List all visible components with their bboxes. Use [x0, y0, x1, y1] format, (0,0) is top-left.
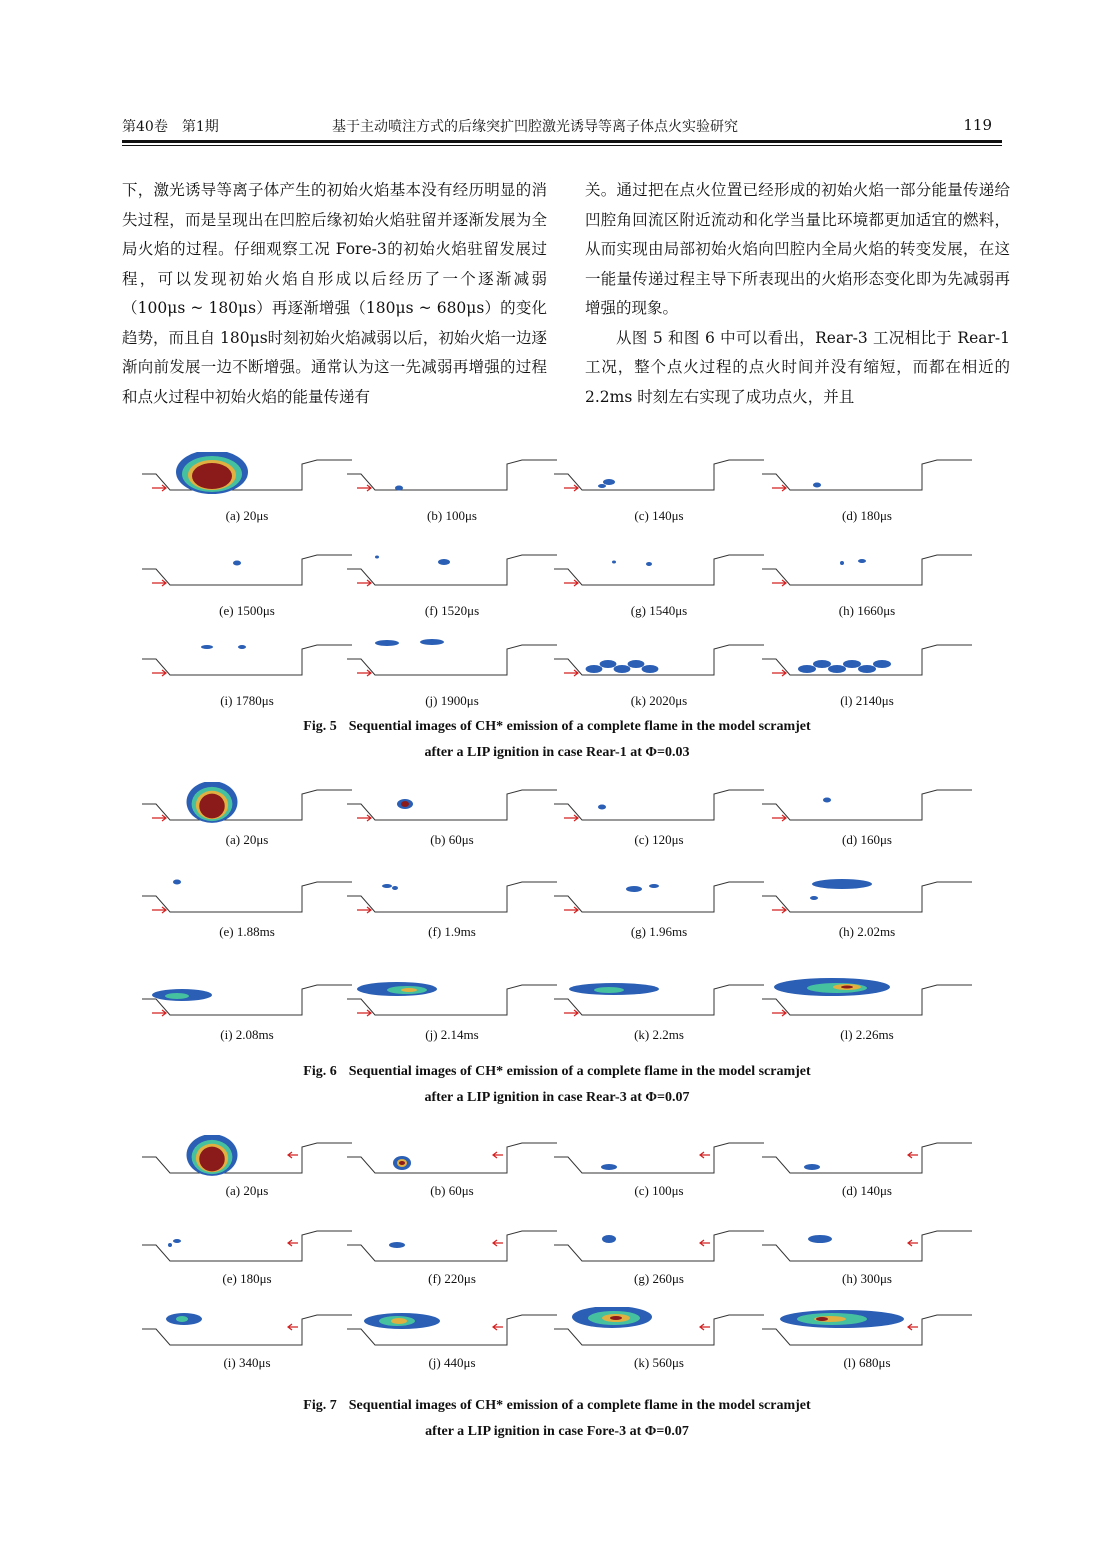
flame-region [600, 660, 617, 668]
figure-panel [554, 1307, 764, 1377]
figure-caption [122, 1393, 992, 1445]
caption-number: Fig. 5 [303, 719, 337, 734]
flame-region [858, 665, 876, 673]
panel-label: (f) 220μs [428, 1271, 476, 1286]
flame-region [626, 886, 642, 892]
figure-panel [142, 977, 352, 1047]
flame-image [762, 977, 972, 1027]
flame-image [554, 547, 764, 597]
injection-arrow [700, 1240, 710, 1246]
flame-image [762, 1223, 972, 1273]
flame-image [762, 637, 972, 687]
panel-label: (a) 20μs [225, 508, 269, 523]
flame-region [649, 884, 659, 888]
injection-arrow [772, 670, 786, 676]
flame-image [762, 1307, 972, 1357]
flame-image [554, 1223, 764, 1273]
figure-panel [554, 1135, 764, 1205]
figure-panel [554, 782, 764, 852]
figure-panel [554, 874, 764, 944]
figure-panel [554, 637, 764, 707]
flame-image [554, 874, 764, 924]
caption-line: after a LIP ignition in case Rear-1 at Φ=0.03 [424, 745, 690, 760]
flame-region [843, 660, 861, 668]
paragraph: 从图 5 和图 6 中可以看出，Rear-3 工况相比于 Rear-1 工况，整个点火过程的点火时间并没有缩短，而都在相近的 2.2ms 时刻左右实现了成功点火，并且 [585, 328, 1010, 406]
body-column-left [122, 176, 547, 412]
caption-number: Fig. 7 [303, 1398, 337, 1413]
panel-label: (h) 2.02ms [838, 924, 896, 939]
flame-region [395, 486, 403, 491]
injection-arrow [564, 580, 578, 586]
flame-image [762, 874, 972, 924]
injection-arrow [152, 815, 166, 821]
combustor-outline [762, 1143, 972, 1173]
figure-panel [347, 547, 557, 617]
figure-panel [762, 782, 972, 852]
combustor-outline [554, 555, 764, 585]
panel-label: (a) 20μs [225, 832, 269, 847]
injection-arrow [772, 485, 786, 491]
combustor-outline [762, 790, 972, 820]
figure-6 [122, 782, 992, 1112]
flame-region [598, 484, 606, 488]
figure-panel [762, 452, 972, 522]
panel-label: (f) 1.9ms [428, 924, 476, 939]
panel-label: (e) 1500μs [219, 603, 275, 618]
flame-image [554, 1135, 764, 1185]
injection-arrow [357, 580, 371, 586]
injection-arrow [493, 1152, 503, 1158]
combustor-outline [762, 460, 972, 490]
figure-panel [142, 782, 352, 852]
combustor-outline [762, 1231, 972, 1261]
injection-arrow [564, 815, 578, 821]
figure-panel [762, 637, 972, 707]
injection-arrow [493, 1240, 503, 1246]
volume-issue: 第40卷 第1期 [122, 119, 219, 135]
figure-panel [347, 782, 557, 852]
panel-label: (d) 180μs [842, 508, 892, 523]
flame-image [142, 547, 352, 597]
paragraph: 下，激光诱导等离子体产生的初始火焰基本没有经历明显的消失过程，而是呈现出在凹腔后缘初始火焰驻留并逐渐发展为全局火焰的过程。仔细观察工况 Fore-3的初始火焰驻留发展过程，可以发现初始火焰自形成以后经历了一个逐渐减弱（100μs ~ 180μs）再逐渐增强（180μs ~ 680μs）的变化趋势，而且自 180μs时刻初始火焰减弱以后，初始火焰一边逐渐向前发展一边不断增强。通常认为这一先减弱再增强的过程和点火过程中初始火焰的能量传递有 [122, 181, 547, 406]
flame-region [173, 1239, 181, 1243]
flame-region [812, 879, 872, 889]
figure-panel [347, 452, 557, 522]
flame-region [399, 1161, 405, 1165]
flame-region [823, 798, 831, 803]
combustor-outline [347, 882, 557, 912]
flame-image [142, 452, 352, 502]
combustor-outline [142, 882, 352, 912]
injection-arrow [357, 907, 371, 913]
flame-region [828, 665, 846, 673]
panel-label: (e) 1.88ms [219, 924, 275, 939]
paragraph: 关。通过把在点火位置已经形成的初始火焰一部分能量传递给凹腔角回流区附近流动和化学当量比环境都更加适宜的燃料，从而实现由局部初始火焰向凹腔内全局火焰的转变发展，在这一能量传递过程主导下所表现出的火焰形态变化即为先减弱再增强的现象。 [585, 181, 1010, 317]
figure-panel [762, 1307, 972, 1377]
flame-region [628, 660, 645, 668]
flame-region [642, 665, 659, 673]
panel-label: (j) 2.14ms [425, 1027, 479, 1042]
figure-panel [347, 1307, 557, 1377]
injection-arrow [288, 1240, 298, 1246]
body-column-right [585, 176, 1010, 412]
panel-label: (j) 440μs [428, 1355, 476, 1370]
flame-image [554, 1307, 764, 1357]
panel-label: (g) 1540μs [630, 603, 688, 618]
flame-region [808, 1235, 832, 1243]
injection-arrow [700, 1324, 710, 1330]
figure-panel [142, 1223, 352, 1293]
caption-number: Fig. 6 [303, 1064, 337, 1079]
caption-line: after a LIP ignition in case Fore-3 at Φ=0.07 [425, 1424, 689, 1439]
panel-label: (g) 1.96ms [630, 924, 688, 939]
figure-panel [762, 1223, 972, 1293]
injection-arrow [357, 485, 371, 491]
flame-region [401, 801, 409, 807]
injection-arrow [564, 670, 578, 676]
injection-arrow [908, 1152, 918, 1158]
injection-arrow [564, 485, 578, 491]
figure-caption [122, 1059, 992, 1111]
flame-region [598, 805, 606, 810]
panel-label: (l) 2140μs [840, 693, 894, 708]
panel-label: (k) 2.2ms [634, 1027, 684, 1042]
figure-panel [554, 1223, 764, 1293]
flame-region [438, 559, 450, 565]
figure-panel [554, 547, 764, 617]
figure-panel [762, 874, 972, 944]
flame-image [142, 874, 352, 924]
figure-panel [142, 1135, 352, 1205]
combustor-outline [142, 790, 352, 820]
injection-arrow [357, 815, 371, 821]
flame-image [347, 1223, 557, 1273]
flame-region [813, 660, 831, 668]
caption-line: Sequential images of CH* emission of a complete flame in the model scramjet [348, 1398, 811, 1413]
injection-arrow [152, 580, 166, 586]
flame-region [804, 1164, 820, 1170]
injection-arrow [288, 1152, 298, 1158]
panel-label: (i) 1780μs [220, 693, 274, 708]
flame-image [347, 874, 557, 924]
caption-line: after a LIP ignition in case Rear-3 at Φ=0.07 [424, 1090, 690, 1105]
flame-region [858, 559, 866, 563]
panel-label: (c) 140μs [634, 508, 684, 523]
injection-arrow [908, 1240, 918, 1246]
flame-region [601, 1164, 617, 1170]
figure-panel [347, 977, 557, 1047]
flame-image [142, 1223, 352, 1273]
flame-region [173, 880, 181, 885]
panel-label: (c) 100μs [634, 1183, 684, 1198]
flame-image [347, 452, 557, 502]
figure-panel [554, 452, 764, 522]
figure-panel [347, 1135, 557, 1205]
flame-image [554, 637, 764, 687]
flame-region [165, 993, 189, 999]
flame-region [798, 665, 816, 673]
flame-region [392, 886, 398, 890]
figure-panel [347, 1223, 557, 1293]
flame-region [602, 1235, 616, 1243]
flame-region [612, 561, 616, 564]
injection-arrow [772, 1010, 786, 1016]
flame-region [841, 986, 853, 989]
panel-label: (i) 340μs [223, 1355, 271, 1370]
flame-region [199, 1147, 225, 1172]
panel-label: (d) 140μs [842, 1183, 892, 1198]
flame-image [347, 547, 557, 597]
flame-region [873, 660, 891, 668]
panel-label: (l) 680μs [843, 1355, 891, 1370]
panel-label: (k) 560μs [634, 1355, 684, 1370]
figure-panel [762, 977, 972, 1047]
combustor-outline [142, 1231, 352, 1261]
combustor-outline [554, 1231, 764, 1261]
flame-region [614, 665, 631, 673]
flame-region [420, 639, 444, 645]
injection-arrow [357, 670, 371, 676]
combustor-outline [347, 645, 557, 675]
flame-region [382, 884, 392, 888]
flame-image [762, 547, 972, 597]
flame-image [347, 637, 557, 687]
panel-label: (c) 120μs [634, 832, 684, 847]
figure-panel [347, 874, 557, 944]
panel-label: (j) 1900μs [425, 693, 479, 708]
panel-label: (b) 60μs [430, 832, 474, 847]
combustor-outline [142, 1143, 352, 1173]
figure-panel [142, 547, 352, 617]
flame-region [813, 483, 821, 488]
caption-line: Sequential images of CH* emission of a complete flame in the model scramjet [348, 719, 811, 734]
flame-image [142, 637, 352, 687]
running-title: 基于主动喷注方式的后缘突扩凹腔激光诱导等离子体点火实验研究 [332, 119, 738, 135]
header-rule-thick [122, 140, 1002, 143]
flame-image [762, 452, 972, 502]
flame-image [762, 782, 972, 832]
injection-arrow [493, 1324, 503, 1330]
injection-arrow [908, 1324, 918, 1330]
figure-panel [142, 1307, 352, 1377]
combustor-outline [554, 882, 764, 912]
injection-arrow [772, 815, 786, 821]
flame-image [554, 977, 764, 1027]
flame-image [142, 1135, 352, 1185]
injection-arrow [700, 1152, 710, 1158]
figure-panel [762, 1135, 972, 1205]
panel-label: (d) 160μs [842, 832, 892, 847]
flame-image [142, 1307, 352, 1357]
combustor-outline [554, 1143, 764, 1173]
flame-image [142, 977, 352, 1027]
flame-region [603, 479, 615, 485]
figure-panel [142, 637, 352, 707]
figure-panel [762, 547, 972, 617]
combustor-outline [142, 645, 352, 675]
flame-region [375, 640, 399, 646]
panel-label: (k) 2020μs [630, 693, 688, 708]
panel-label: (i) 2.08ms [220, 1027, 274, 1042]
flame-image [142, 782, 352, 832]
flame-region [233, 561, 241, 566]
injection-arrow [772, 907, 786, 913]
combustor-outline [347, 1231, 557, 1261]
flame-region [816, 1317, 828, 1321]
figure-panel [554, 977, 764, 1047]
combustor-outline [554, 645, 764, 675]
panel-label: (h) 300μs [842, 1271, 892, 1286]
panel-label: (l) 2.26ms [840, 1027, 894, 1042]
caption-line: Sequential images of CH* emission of a complete flame in the model scramjet [348, 1064, 811, 1079]
injection-arrow [357, 1010, 371, 1016]
figure-caption [122, 714, 992, 766]
injection-arrow [152, 485, 166, 491]
flame-region [192, 463, 232, 489]
figure-panel [142, 452, 352, 522]
flame-region [586, 665, 603, 673]
panel-label: (h) 1660μs [838, 603, 896, 618]
panel-label: (b) 60μs [430, 1183, 474, 1198]
flame-region [810, 896, 818, 900]
flame-region [238, 645, 246, 649]
flame-region [168, 1243, 172, 1247]
flame-region [391, 1318, 407, 1324]
panel-label: (a) 20μs [225, 1183, 269, 1198]
panel-label: (b) 100μs [427, 508, 477, 523]
panel-label: (e) 180μs [222, 1271, 272, 1286]
flame-region [594, 987, 624, 993]
flame-image [762, 1135, 972, 1185]
flame-region [375, 556, 379, 559]
combustor-outline [554, 460, 764, 490]
injection-arrow [152, 1010, 166, 1016]
combustor-outline [142, 555, 352, 585]
figure-5 [122, 452, 992, 762]
panel-label: (f) 1520μs [424, 603, 480, 618]
header-rule-thin [122, 145, 1002, 146]
flame-region [610, 1316, 622, 1320]
flame-image [554, 782, 764, 832]
flame-image [347, 977, 557, 1027]
flame-image [347, 1135, 557, 1185]
injection-arrow [152, 907, 166, 913]
flame-region [176, 1316, 188, 1322]
flame-region [201, 645, 213, 649]
panel-label: (g) 260μs [634, 1271, 684, 1286]
figure-7 [122, 1135, 992, 1445]
flame-region [401, 988, 417, 992]
combustor-outline [347, 555, 557, 585]
flame-image [347, 782, 557, 832]
injection-arrow [564, 1010, 578, 1016]
combustor-outline [554, 790, 764, 820]
figure-panel [142, 874, 352, 944]
combustor-outline [762, 555, 972, 585]
figure-panel [347, 637, 557, 707]
flame-region [840, 561, 844, 565]
flame-image [554, 452, 764, 502]
flame-region [389, 1242, 405, 1248]
page-number: 119 [963, 116, 992, 134]
combustor-outline [347, 1143, 557, 1173]
injection-arrow [152, 670, 166, 676]
running-header [122, 116, 992, 140]
combustor-outline [347, 460, 557, 490]
flame-region [199, 794, 225, 819]
flame-image [347, 1307, 557, 1357]
injection-arrow [564, 907, 578, 913]
combustor-outline [347, 790, 557, 820]
flame-region [646, 562, 652, 566]
injection-arrow [772, 580, 786, 586]
injection-arrow [288, 1324, 298, 1330]
